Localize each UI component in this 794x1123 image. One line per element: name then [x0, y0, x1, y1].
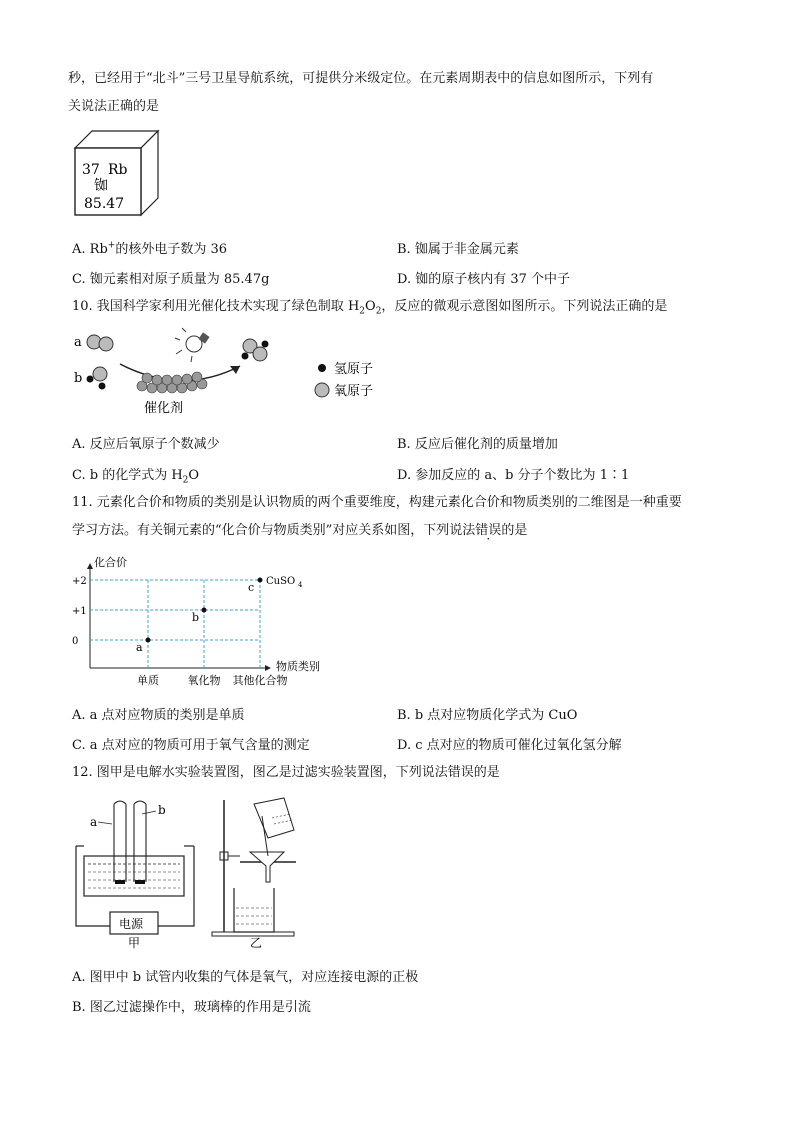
- q11-option-d: D. c 点对应的物质可催化过氧化氢分解: [397, 738, 622, 753]
- valence-chart: [70, 554, 360, 692]
- label-a: a: [74, 335, 82, 350]
- chart-y-tick-label: +2: [72, 576, 87, 587]
- q9-stem-line2: 关说法正确的是: [68, 99, 160, 114]
- chart-xlabel: 物质类别: [276, 660, 320, 673]
- chart-point-c: [258, 578, 263, 583]
- q12-option-b: B. 图乙过滤操作中，玻璃棒的作用是引流: [72, 1000, 311, 1015]
- q11-option-b: B. b 点对应物质化学式为 CuO: [397, 708, 578, 723]
- element-number: 37: [82, 162, 100, 178]
- chart-y-ticks: [72, 576, 87, 647]
- chart-x-category-label: 其他化合物: [232, 674, 288, 687]
- catalyst-particles: [137, 372, 207, 393]
- fig-a-label-b: b: [158, 803, 166, 817]
- power-label: 电源: [119, 917, 144, 931]
- q10-option-d: D. 参加反应的 a、b 分子个数比为 1∶1: [397, 468, 630, 483]
- catalyst-label: 催化剂: [144, 401, 184, 416]
- fig-b-caption: 乙: [250, 936, 263, 950]
- light-bulb-icon: [175, 328, 210, 362]
- q9-option-d: D. 铷的原子核内有 37 个中子: [397, 272, 571, 287]
- q12-stem: 12. 图甲是电解水实验装置图，图乙是过滤实验装置图，下列说法错误的是: [72, 765, 500, 780]
- q9-stem-line1: 秒，已经用于“北斗”三号卫星导航系统，可提供分米级定位。在元素周期表中的信息如图所示，下列有: [68, 71, 654, 86]
- fig-a-caption: 甲: [128, 936, 141, 950]
- chart-point-b: [202, 608, 207, 613]
- chart-y-tick-label: +1: [72, 606, 87, 617]
- q12-option-a: A. 图甲中 b 试管内收集的气体是氧气，对应连接电源的正极: [72, 970, 419, 985]
- label-b: b: [74, 371, 83, 386]
- reaction-diagram: [72, 326, 392, 418]
- q10-stem: 10. 我国科学家利用光催化技术实现了绿色制取 $H_2O_2$，反应的微观示意图如图所示。下列说法正确的是: [72, 299, 668, 317]
- chart-grid: [90, 580, 260, 668]
- q9-option-a: A. Rb+的核外电子数为 36: [72, 240, 227, 257]
- chart-x-category-label: 氧化物: [187, 674, 221, 687]
- chart-point-label-c: c: [248, 581, 255, 594]
- chart-points: [136, 576, 303, 654]
- chart-point-label-b: b: [192, 611, 200, 624]
- chart-point-c-name: CuSO: [266, 576, 296, 587]
- element-mass: 85.47: [84, 196, 125, 212]
- chart-x-category-label: 单质: [137, 674, 159, 687]
- q10-option-b: B. 反应后催化剂的质量增加: [397, 437, 558, 452]
- q9-option-b: B. 铷属于非金属元素: [397, 242, 519, 257]
- q10-option-a: A. 反应后氧原子个数减少: [72, 437, 220, 452]
- q11-option-a: A. a 点对应物质的类别是单质: [72, 708, 245, 723]
- chart-point-a: [146, 638, 151, 643]
- element-cell-diagram: [72, 128, 162, 218]
- electrolysis-apparatus: [70, 794, 200, 950]
- chart-x-categories: [137, 673, 288, 687]
- chart-ylabel: 化合价: [94, 556, 127, 569]
- q11-stem-line2: 学习方法。有关铜元素的“化合价与物质类别”对应关系如图，下列说法错误的是: [72, 523, 528, 538]
- element-symbol: Rb: [108, 162, 128, 178]
- element-name: 铷: [94, 178, 108, 194]
- chart-point-label-a: a: [136, 641, 143, 654]
- q10-option-c: C. b 的化学式为 $H_2O$: [72, 468, 200, 486]
- filtration-apparatus: [210, 794, 310, 950]
- legend-oxygen: 氧原子: [334, 384, 374, 399]
- chart-point-c-name-sub: 4: [298, 581, 303, 589]
- legend-hydrogen: 氢原子: [334, 362, 374, 377]
- q11-option-c: C. a 点对应的物质可用于氧气含量的测定: [72, 738, 310, 753]
- fig-a-label-a: a: [90, 815, 98, 829]
- q11-stem-line1: 11. 元素化合价和物质的类别是认识物质的两个重要维度，构建元素化合价和物质类别的二维图是一种重要: [72, 495, 682, 510]
- q9-option-c: C. 铷元素相对原子质量为 85.47g: [72, 272, 270, 287]
- chart-y-tick-label: 0: [72, 636, 79, 647]
